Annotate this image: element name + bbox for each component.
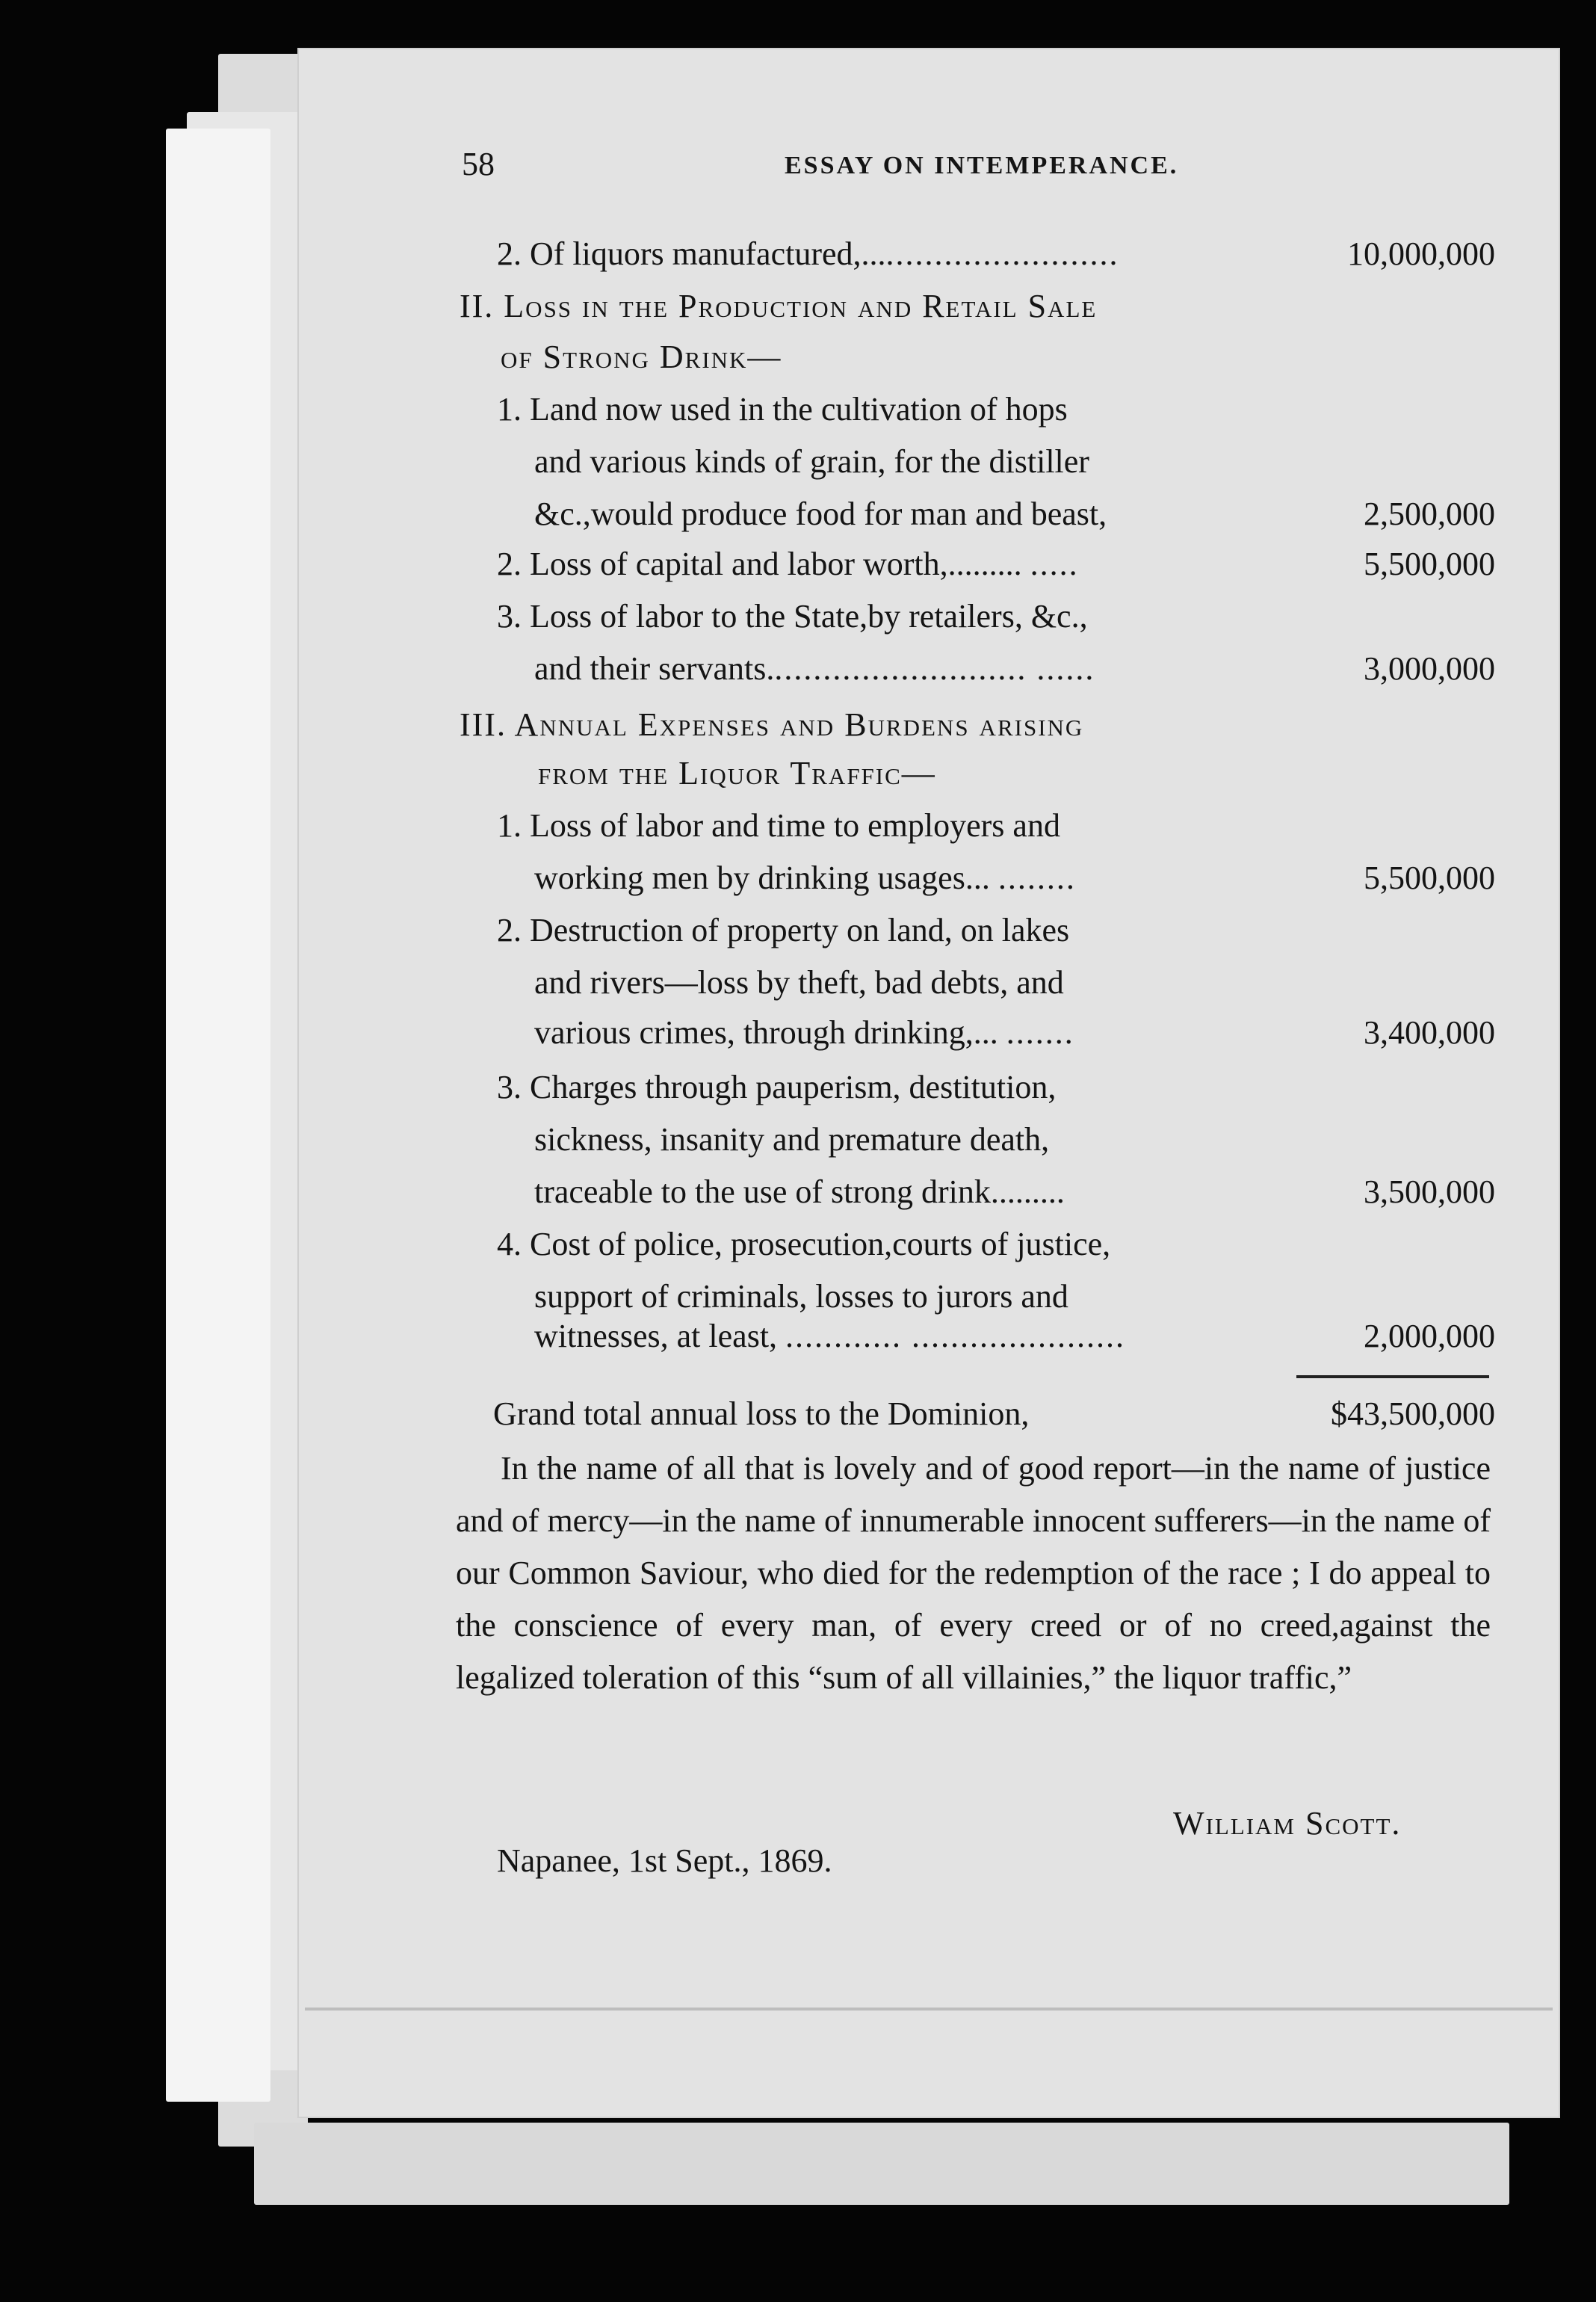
leader-dots: .....	[1030, 546, 1079, 582]
leader-dots: ........................	[885, 235, 1119, 272]
section-heading: from the Liquor Traffic—	[538, 755, 936, 791]
leader-dots: ........	[998, 860, 1076, 896]
item-amount: 10,000,000	[1347, 235, 1495, 272]
list-item	[534, 647, 1095, 691]
list-item-line: 2. Destruction of property on land, on lakes	[497, 912, 1070, 948]
list-item	[534, 1314, 1125, 1359]
closing-paragraph-text: In the name of all that is lovely and of good report—in the name of justice and of mercy—in the name of innumerable innocent sufferers—in the name of our Common Saviour, who died for the redemption of the race ; I do appeal to the conscience of every man, of every creed or of no creed,against the legalized toleration of this “sum of all villainies,” the liquor traffic,”	[456, 1450, 1491, 1696]
list-item	[534, 1010, 1074, 1055]
list-item	[534, 856, 1076, 901]
leader-dots: .......	[1006, 1014, 1074, 1051]
section-heading: II. Loss in the Production and Retail Sale	[460, 288, 1098, 324]
list-item-line: traceable to the use of strong drink.........	[534, 1173, 1065, 1210]
grand-total-amount: $43,500,000	[1331, 1395, 1495, 1432]
grand-total-label: Grand total annual loss to the Dominion,	[493, 1395, 1030, 1432]
item-text: witnesses, at least,	[534, 1318, 778, 1354]
list-item	[497, 542, 1079, 587]
item-amount: 2,500,000	[1364, 496, 1495, 532]
item-amount: 5,500,000	[1364, 546, 1495, 582]
item-amount: 3,400,000	[1364, 1014, 1495, 1051]
list-item-line: support of criminals, losses to jurors and	[534, 1278, 1068, 1315]
item-amount: 3,500,000	[1364, 1173, 1495, 1210]
list-item-line: 3. Charges through pauperism, destitution,	[497, 1069, 1057, 1105]
item-amount: 3,000,000	[1364, 650, 1495, 687]
section-heading: III. Annual Expenses and Burdens arising	[460, 706, 1084, 743]
place-date: Napanee, 1st Sept., 1869.	[497, 1842, 832, 1879]
back-sheet	[166, 129, 270, 2102]
item-amount: 2,000,000	[1364, 1318, 1495, 1354]
leader-dots: ............ ......................	[785, 1318, 1126, 1354]
item-text: 2. Loss of capital and labor worth,.........	[497, 546, 1022, 582]
list-item-line: sickness, insanity and premature death,	[534, 1121, 1050, 1158]
total-rule	[1296, 1375, 1489, 1378]
list-item	[497, 232, 1119, 277]
list-item-line: and rivers—loss by theft, bad debts, and	[534, 964, 1064, 1001]
page-number: 58	[462, 146, 495, 182]
item-text: various crimes, through drinking,...	[534, 1014, 998, 1051]
under-sheet	[254, 2123, 1509, 2205]
list-item-line: 4. Cost of police, prosecution,courts of justice,	[497, 1226, 1111, 1262]
item-text: 2. Of liquors manufactured,...	[497, 235, 886, 272]
list-item-line: and various kinds of grain, for the distiller	[534, 443, 1089, 480]
item-text: and their servants.	[534, 650, 775, 687]
running-head: ESSAY ON INTEMPERANCE.	[785, 152, 1179, 179]
list-item-line: &c.,would produce food for man and beast,	[534, 496, 1107, 532]
page-edge-line	[305, 2008, 1553, 2011]
section-heading: of Strong Drink—	[501, 339, 782, 375]
list-item-line: 1. Land now used in the cultivation of hops	[497, 391, 1068, 428]
list-item-line: 3. Loss of labor to the State,by retailers, &c.,	[497, 598, 1088, 635]
closing-paragraph	[456, 1442, 1491, 1704]
item-amount: 5,500,000	[1364, 860, 1495, 896]
item-text: working men by drinking usages...	[534, 860, 990, 896]
list-item-line: 1. Loss of labor and time to employers and	[497, 807, 1060, 844]
leader-dots: .......................... ......	[774, 650, 1095, 687]
signature: William Scott.	[1173, 1805, 1402, 1842]
